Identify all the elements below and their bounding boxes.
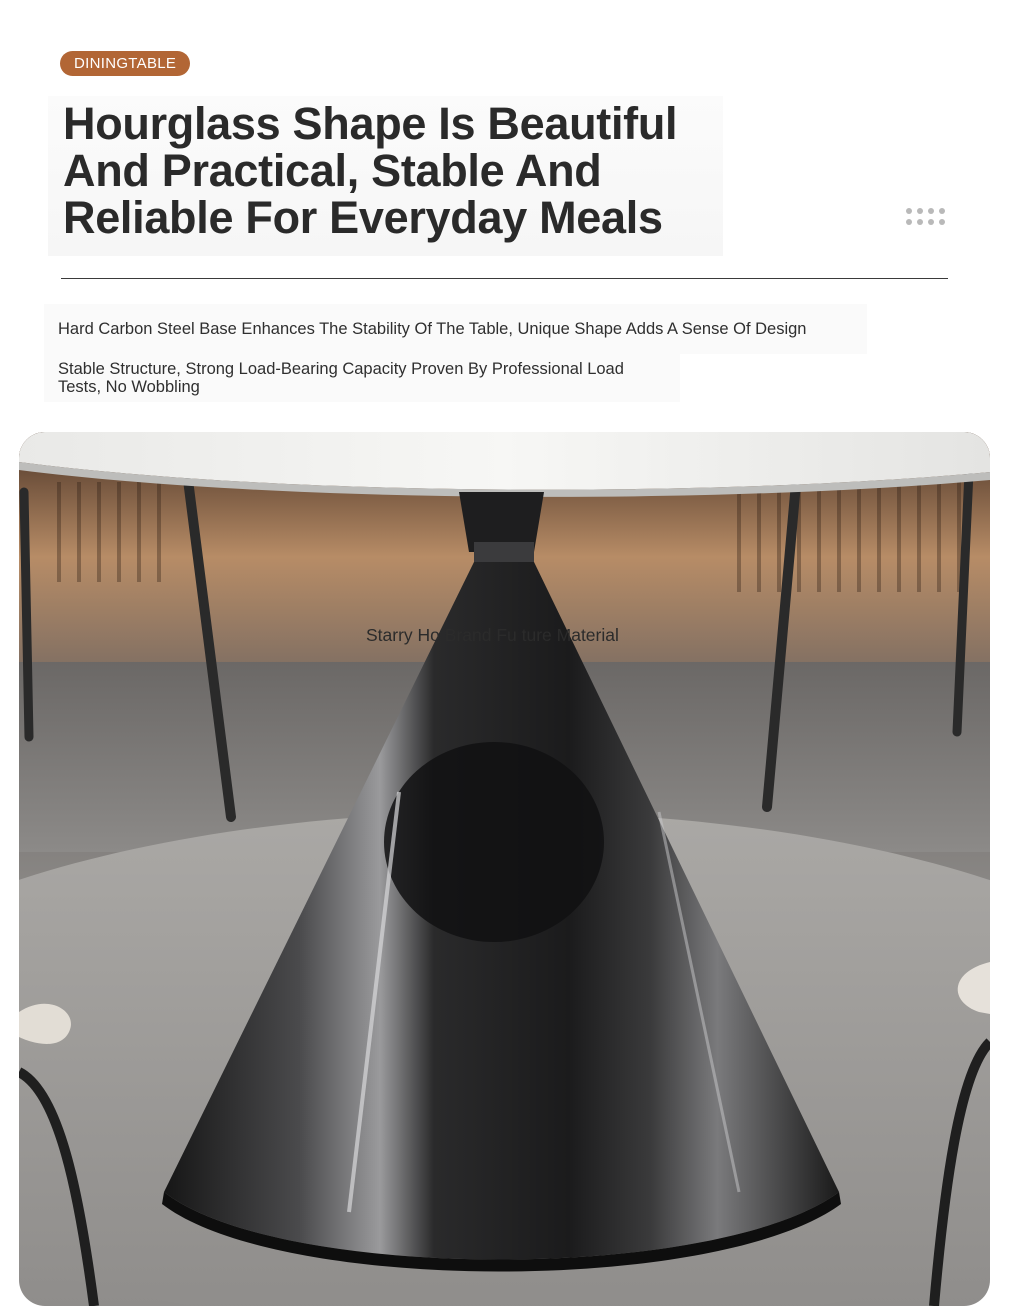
feature-text: Stable Structure, Strong Load-Bearing Capacity Proven By Professional Load Tests, No Wobbling [58,360,624,396]
more-dots-icon[interactable] [906,208,946,228]
dining-table-illustration [19,432,990,1306]
category-tag: DININGTABLE [60,51,190,76]
brand-material-caption: Starry Ho Brand Fu ture Material [366,625,619,645]
divider [61,278,948,279]
feature-text: Hard Carbon Steel Base Enhances The Stability Of The Table, Unique Shape Adds A Sense Of Design [58,320,807,338]
page-title: Hourglass Shape Is Beautiful And Practical, Stable And Reliable For Everyday Meals [63,98,678,243]
product-photo [19,432,990,1306]
